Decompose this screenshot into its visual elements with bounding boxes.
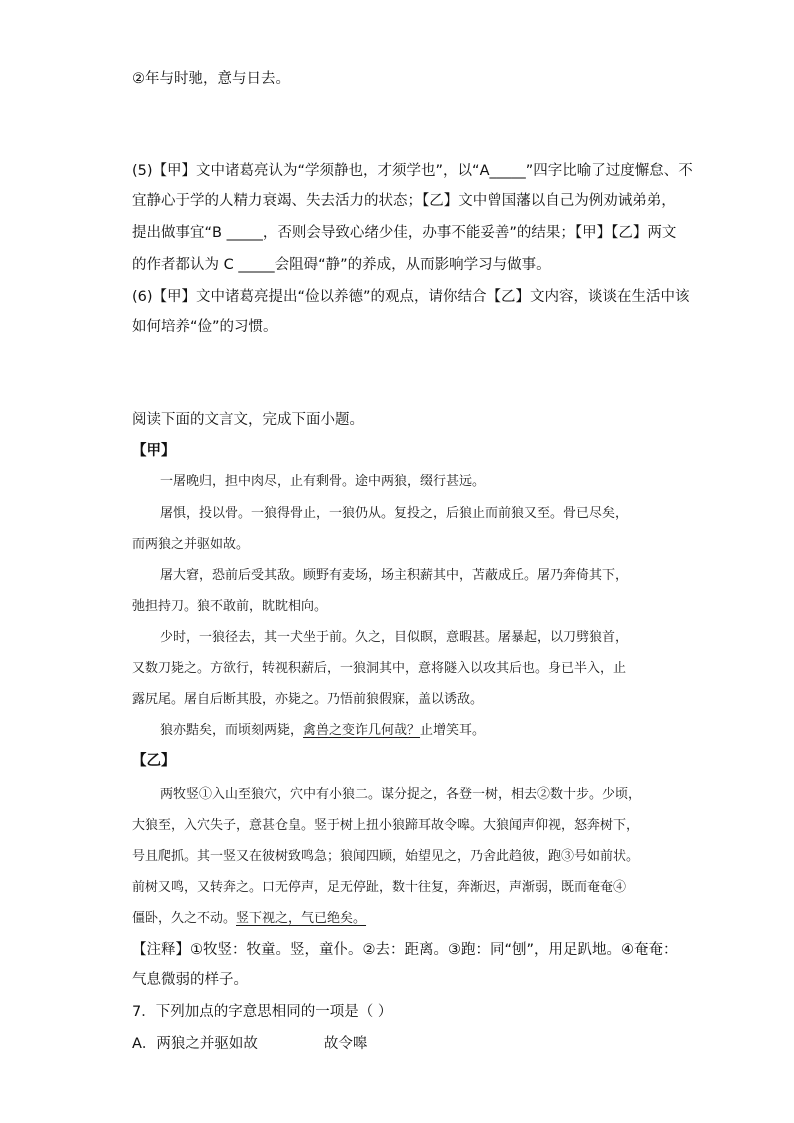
question-7-option-a bbox=[132, 1034, 367, 1054]
yi-l5-prefix: 僵卧，久之不动。 bbox=[132, 911, 237, 926]
yi-line-4: 前树又鸣，又转奔之。口无停声，足无停趾，数十往复，奔渐迟，声渐弱，既而奄奄④ bbox=[132, 880, 627, 895]
jia-paragraph-4-line-3: 露尻尾。屠自后断其股，亦毙之。乃悟前狼假寐，盖以诱敌。 bbox=[132, 692, 484, 707]
question-5-line-1: (5)【甲】文中诸葛亮认为“学须静也，才须学也”，以“A_____”四字比喻了过度懈怠、不 bbox=[132, 163, 693, 179]
jia-paragraph-2-line-2: 而两狼之并驱如故。 bbox=[132, 537, 250, 552]
yi-line-3: 号且爬抓。其一竖又在彼树致鸣急；狼闻四顾，始望见之，乃舍此趋彼，跑③号如前状。 bbox=[132, 849, 640, 864]
jia-paragraph-3-line-1: 屠大窘，恐前后受其敌。顾野有麦场，场主积薪其中，苫蔽成丘。屠乃奔倚其下， bbox=[160, 568, 629, 583]
jia-paragraph-3-line-2: 弛担持刀。狼不敢前，眈眈相向。 bbox=[132, 599, 328, 614]
jia-p5-suffix: 止增笑耳。 bbox=[420, 723, 486, 738]
passage-jia-label: 【甲】 bbox=[132, 443, 176, 459]
reading-instruction: 阅读下面的文言文，完成下面小题。 bbox=[132, 412, 364, 428]
question-6-line-2: 如何培养“俭”的习惯。 bbox=[132, 319, 278, 335]
jia-paragraph-4-line-1: 少时，一狼径去，其一犬坐于前。久之，目似瞑，意暇甚。屠暴起，以刀劈狼首， bbox=[160, 630, 629, 645]
jia-paragraph-1: 一屠晚归，担中肉尽，止有剩骨。途中两狼，缀行甚远。 bbox=[160, 474, 486, 489]
passage-yi-label: 【乙】 bbox=[132, 753, 176, 769]
prev-answer-line: ②年与时驰，意与日去。 bbox=[132, 71, 290, 87]
option-a-left: A．两狼之并驱如故 bbox=[132, 1036, 258, 1052]
yi-line-2: 大狼至，入穴失子，意甚仓皇。竖于树上扭小狼蹄耳故令嗥。大狼闻声仰视，怒奔树下， bbox=[132, 818, 640, 833]
jia-p5-underlined: 禽兽之变诈几何哉？ bbox=[303, 723, 421, 738]
jia-paragraph-2-line-1: 屠惧，投以骨。一狼得骨止，一狼仍从。复投之，后狼止而前狼又至。骨已尽矣， bbox=[160, 506, 629, 521]
option-a-right: 故令嗥 bbox=[323, 1036, 368, 1052]
question-5-line-3: 提出做事宜“B _____，否则会导致心绪少佳，办事不能妥善”的结果；【甲】【乙】两文 bbox=[132, 225, 677, 241]
question-7-stem: 7．下列加点的字意思相同的一项是（ ） bbox=[132, 1004, 393, 1020]
yi-l5-underlined: 竖下视之，气已绝矣。 bbox=[236, 911, 367, 926]
yi-line-5 bbox=[132, 909, 366, 929]
question-6-line-1: (6)【甲】文中诸葛亮提出“俭以养德”的观点，请你结合【乙】文内容，谈谈在生活中该 bbox=[132, 289, 690, 305]
notes-line-2: 气息微弱的样子。 bbox=[132, 972, 248, 988]
question-5-line-2: 宜静心于学的人精力衰竭、失去活力的状态；【乙】文中曾国藩以自己为例劝诫弟弟， bbox=[132, 193, 676, 209]
jia-paragraph-5 bbox=[160, 721, 485, 741]
jia-paragraph-4-line-2: 又数刀毙之。方欲行，转视积薪后，一狼洞其中，意将隧入以攻其后也。身已半入，止 bbox=[132, 661, 627, 676]
yi-line-1: 两牧竖①入山至狼穴，穴中有小狼二。谋分捉之，各登一树，相去②数十步。少顷， bbox=[160, 787, 642, 802]
notes-line-1: 【注释】①牧竖：牧童。竖，童仆。②去：距离。③跑：同“刨”，用足趴地。④奄奄： bbox=[132, 942, 678, 958]
question-5-line-4: 的作者都认为 C _____会阻碍“静”的养成，从而影响学习与做事。 bbox=[132, 257, 551, 273]
jia-p5-prefix: 狼亦黠矣，而顷刻两毙， bbox=[160, 723, 304, 738]
